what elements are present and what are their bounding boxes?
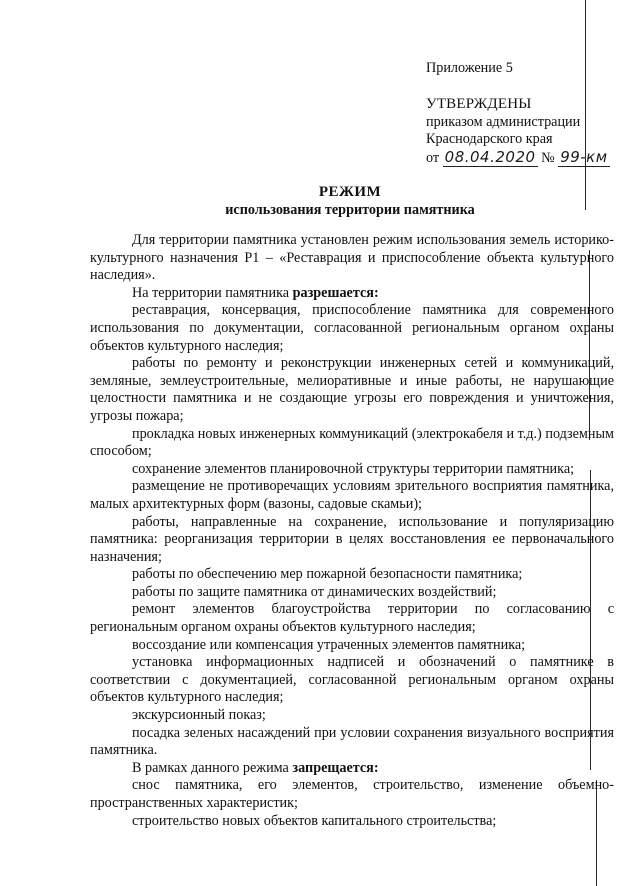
approved-heading: УТВЕРЖДЕНЫ	[426, 96, 532, 112]
forbidden-item: снос памятника, его элементов, строительство, изменение объемно-пространственных характеристик;	[90, 777, 614, 811]
allowed-heading	[90, 285, 614, 303]
handwritten-number: 99-км	[560, 147, 608, 166]
allowed-item: размещение не противоречащих условиям зрительного восприятия памятника, малых архитектурных форм (вазоны, садовые скамьи);	[90, 478, 614, 512]
document-title	[60, 184, 640, 219]
order-line-1: приказом администрации	[426, 113, 581, 130]
allowed-item: сохранение элементов планировочной структуры территории памятника;	[132, 460, 575, 477]
appendix-label: Приложение 5	[426, 60, 513, 76]
allowed-item: экскурсионный показ;	[132, 707, 266, 724]
intro-paragraph: Для территории памятника установлен режим использования земель историко-культурного назначения Р1 – «Реставрация и приспособление объекта культурного наследия».	[90, 232, 614, 284]
allowed-item: установка информационных надписей и обозначений о памятнике в соответствии с документацией, согласованной региональным органом охраны объектов культурного наследия;	[90, 654, 614, 706]
allowed-lead: На территории памятника	[132, 284, 293, 301]
allowed-item: работы по защите памятника от динамических воздействий;	[132, 583, 497, 600]
allowed-item: работы по ремонту и реконструкции инженерных сетей и коммуникаций, земляные, землеустроительные, мелиоративные и иные работы, не нарушающие целостности памятника и не создающие угрозы его повреждения и уничтожения, угрозы пожара;	[90, 355, 614, 424]
forbidden-keyword: запрещается:	[292, 759, 379, 776]
allowed-item: посадка зеленых насаждений при условии сохранения визуального восприятия памятника.	[90, 724, 614, 759]
order-line-2: Краснодарского края	[426, 131, 553, 148]
allowed-item: ремонт элементов благоустройства территории по согласованию с региональным органом охраны объектов культурного наследия;	[90, 601, 614, 636]
allowed-item: работы по обеспечению мер пожарной безопасности памятника;	[132, 566, 523, 583]
forbidden-item: строительство новых объектов капитального строительства;	[132, 812, 497, 829]
title-main: РЕЖИМ	[318, 184, 382, 200]
number-sign: №	[541, 149, 555, 166]
allowed-item: реставрация, консервация, приспособление памятника для современного использования по документации, согласованной региональным органом охраны объектов культурного наследия;	[90, 302, 614, 354]
date-prefix: от	[426, 149, 440, 166]
allowed-item: прокладка новых инженерных коммуникаций (электрокабеля и т.д.) подземным способом;	[90, 425, 614, 460]
approval-block	[426, 96, 631, 167]
handwritten-date: 08.04.2020	[444, 147, 536, 166]
allowed-item: работы, направленные на сохранение, использование и популяризацию памятника: реорганизация территории в целях восстановления ее первоначального назначения;	[90, 513, 614, 565]
title-sub: использования территории памятника	[225, 201, 475, 218]
forbidden-heading	[90, 760, 614, 778]
order-date-line	[426, 149, 631, 168]
allowed-item: воссоздание или компенсация утраченных элементов памятника;	[132, 636, 526, 653]
document-body	[90, 232, 614, 830]
allowed-keyword: разрешается:	[292, 284, 379, 301]
forbidden-lead: В рамках данного режима	[132, 759, 293, 776]
